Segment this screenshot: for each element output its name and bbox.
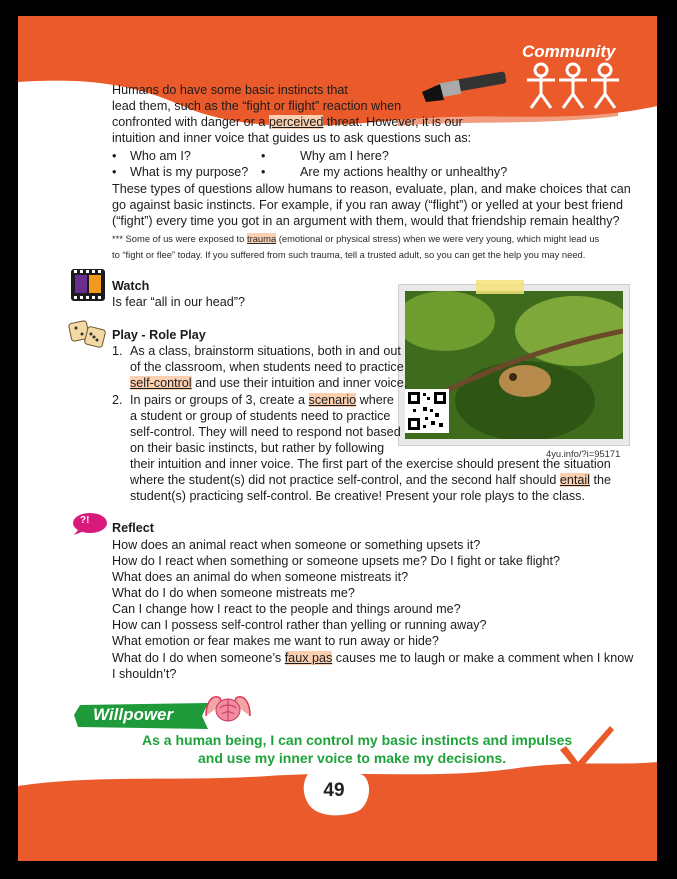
paintbrush-icon — [418, 66, 514, 108]
play-item: self-control and use their intuition and inner voice. — [130, 376, 408, 390]
intro-line: Humans do have some basic instincts that — [112, 83, 348, 97]
flexing-arms-brain-icon — [204, 686, 252, 726]
play-item: self-control. They will need to respond not based — [130, 425, 401, 439]
film-icon — [70, 268, 106, 302]
reflect-question: I shouldn’t? — [112, 667, 177, 681]
item-number: 1. — [112, 344, 123, 358]
reflect-question: How does an animal react when someone or something upsets it? — [112, 538, 481, 552]
qr-code-icon[interactable] — [405, 389, 449, 433]
reflect-icon-text: ?! — [80, 515, 90, 526]
play-item: of the classroom, when students need to practice — [130, 360, 404, 374]
play-item: their intuition and inner voice. The first part of the exercise should present the situation — [130, 457, 611, 471]
intro-paragraph: These types of questions allow humans to reason, evaluate, plan, and make choices that can — [112, 182, 631, 196]
play-item: where the student(s) did not practice self-control, and the second half should entail the — [130, 473, 611, 487]
page-number: 49 — [323, 780, 345, 801]
dice-icon — [68, 316, 108, 352]
reflect-question: What do I do when someone’s faux pas causes me to laugh or make a comment when I know — [112, 651, 634, 665]
trauma-note: to “fight or flee” today. If you suffered from such trauma, tell a trusted adult, so you can get the help you may need. — [112, 249, 586, 260]
vocab-perceived: perceived — [268, 115, 324, 129]
intro-line: confronted with danger or a perceived threat. However, it is our — [112, 115, 463, 129]
video-thumbnail[interactable] — [398, 284, 630, 446]
willpower-statement: As a human being, I can control my basic instincts and impulses — [142, 732, 573, 748]
play-item: In pairs or groups of 3, create a scenario where — [130, 393, 394, 407]
play-item: on their basic instincts, but rather by following — [130, 441, 385, 455]
trauma-note: *** Some of us were exposed to trauma (emotional or physical stress) when we were very young, which might lead us — [112, 233, 600, 244]
vocab-entail: entail — [559, 473, 590, 487]
watch-question: Is fear “all in our head”? — [112, 295, 246, 309]
bullet-item: Who am I? — [130, 149, 191, 163]
reflect-question: How do I react when something or someone upsets me? Do I fight or take flight? — [112, 554, 561, 568]
play-item: student(s) practicing self-control. Be creative! Present your role plays to the class. — [130, 489, 585, 503]
section-title: Community — [522, 42, 616, 61]
play-title: Play - Role Play — [112, 328, 206, 342]
bullet-item: What is my purpose? — [130, 165, 249, 179]
bullet-mark: • — [261, 165, 266, 179]
community-people-icon — [523, 60, 623, 110]
bullet-mark: • — [112, 149, 117, 163]
play-item: a student or group of students need to practice — [130, 409, 391, 423]
vocab-self-control: self-control — [130, 376, 192, 390]
video-link[interactable]: 4yu.info/?i=95171 — [546, 448, 621, 459]
reflect-question: What do I do when someone mistreats me? — [112, 586, 355, 600]
reflect-title: Reflect — [112, 521, 154, 535]
intro-line: intuition and inner voice that guides us to ask questions such as: — [112, 131, 472, 145]
intro-paragraph: (“fight”) every time you got in an argument with them, would that friendship remain healthy? — [112, 214, 620, 228]
reflect-question: Can I change how I react to the people and things around me? — [112, 602, 461, 616]
bullet-item: Are my actions healthy or unhealthy? — [300, 165, 508, 179]
bullet-item: Why am I here? — [300, 149, 389, 163]
willpower-label: Willpower — [93, 705, 174, 724]
watch-title: Watch — [112, 279, 150, 293]
bullet-mark: • — [112, 165, 117, 179]
intro-paragraph: go against basic instincts. For example, if you ran away (“flight”) or yelled at your best friend — [112, 198, 623, 212]
tape-strip — [476, 280, 524, 294]
reflect-question: What does an animal do when someone mistreats it? — [112, 570, 409, 584]
reflect-question: What emotion or fear makes me want to run away or hide? — [112, 634, 439, 648]
page — [18, 16, 657, 861]
play-item: As a class, brainstorm situations, both in and out — [130, 344, 401, 358]
intro-line: lead them, such as the “fight or flight” reaction when — [112, 99, 402, 113]
vocab-scenario: scenario — [308, 393, 357, 407]
reflect-question: How can I possess self-control rather than yelling or running away? — [112, 618, 487, 632]
willpower-statement: and use my inner voice to make my decisions. — [198, 750, 507, 766]
vocab-faux-pas: faux pas — [284, 651, 333, 665]
vocab-trauma: trauma — [246, 233, 277, 244]
bottom-banner — [18, 756, 657, 861]
bullet-mark: • — [261, 149, 266, 163]
item-number: 2. — [112, 393, 123, 407]
reflect-bubble-icon — [70, 512, 110, 536]
